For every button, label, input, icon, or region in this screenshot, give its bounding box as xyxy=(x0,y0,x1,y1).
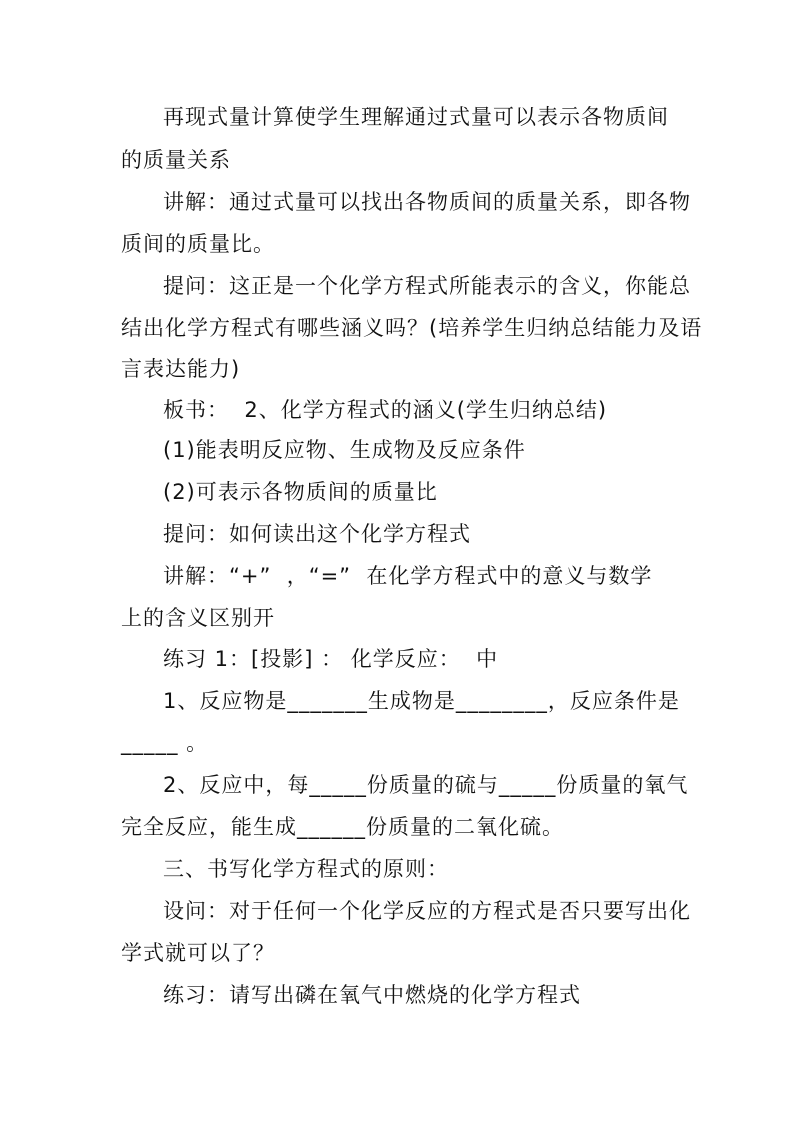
board-heading: 板书： 2、化学方程式的涵义(学生归纳总结) xyxy=(163,398,608,422)
exercise-question-2: 2、反应中，每_____份质量的硫与_____份质量的氧气 xyxy=(163,773,689,797)
exercise-question-1: 1、反应物是_______生成物是________，反应条件是 xyxy=(163,689,680,713)
paragraph-line-6: 结出化学方程式有哪些涵义吗？(培养学生归纳总结能力及语 xyxy=(121,316,703,340)
paragraph-line-1: 再现式量计算使学生理解通过式量可以表示各物质间 xyxy=(163,105,669,129)
paragraph-line-3: 讲解：通过式量可以找出各物质间的质量关系，即各物 xyxy=(163,190,691,214)
question-line-2-cont: 学式就可以了？ xyxy=(121,941,275,965)
paragraph-line-4: 质间的质量比。 xyxy=(121,232,275,256)
section-heading-3: 三、书写化学方程式的原则： xyxy=(163,857,449,881)
exercise-question-1-cont: _____ 。 xyxy=(121,731,209,755)
question-line-2: 设问：对于任何一个化学反应的方程式是否只要写出化 xyxy=(163,899,691,923)
question-line: 提问：如何读出这个化学方程式 xyxy=(163,522,471,546)
paragraph-line-7: 言表达能力) xyxy=(121,357,241,381)
exercise-title: 练习 1：[投影] ： 化学反应： 中 xyxy=(163,647,499,671)
exercise-line: 练习：请写出磷在氧气中燃烧的化学方程式 xyxy=(163,983,581,1007)
paragraph-line-5: 提问：这正是一个化学方程式所能表示的含义，你能总 xyxy=(163,274,691,298)
board-item-2: (2)可表示各物质间的质量比 xyxy=(163,480,438,504)
paragraph-line-2: 的质量关系 xyxy=(121,148,231,172)
explanation-line-1: 讲解：“+” ，“=” 在化学方程式中的意义与数学 xyxy=(163,564,653,588)
board-item-1: (1)能表明反应物、生成物及反应条件 xyxy=(163,438,526,462)
explanation-line-2: 上的含义区别开 xyxy=(121,606,275,630)
exercise-question-2-cont: 完全反应，能生成______份质量的二氧化硫。 xyxy=(121,815,564,839)
